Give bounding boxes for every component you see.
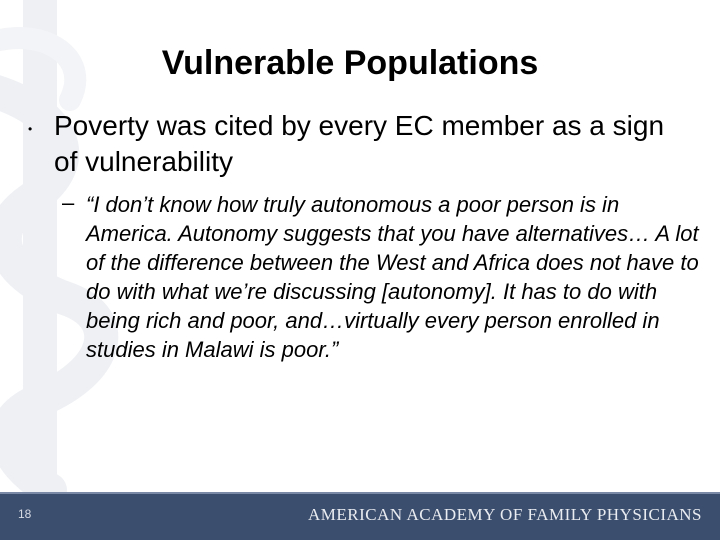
main-bullet-text: Poverty was cited by every EC member as a sign of vulnerability bbox=[54, 110, 665, 177]
sub-bullet-dash: – bbox=[62, 190, 75, 215]
bullet-marker: • bbox=[28, 122, 33, 136]
slide-title: Vulnerable Populations bbox=[161, 44, 539, 82]
footer-divider bbox=[0, 492, 720, 494]
quote-text: “I don’t know how truly autonomous a poor person is in America. Autonomy suggests that you have alternatives… A lot of the difference between the West and Africa does not have to do with what we’re discussing [autonomy]. It has to do with being rich and poor, and…virtually every person enrolled in studies in Malawi is poor.” bbox=[86, 192, 699, 362]
slide-number: 18 bbox=[18, 507, 32, 521]
footer-bar bbox=[0, 492, 720, 540]
organization-logo-text: AMERICAN ACADEMY OF FAMILY PHYSICIANS bbox=[308, 505, 702, 524]
